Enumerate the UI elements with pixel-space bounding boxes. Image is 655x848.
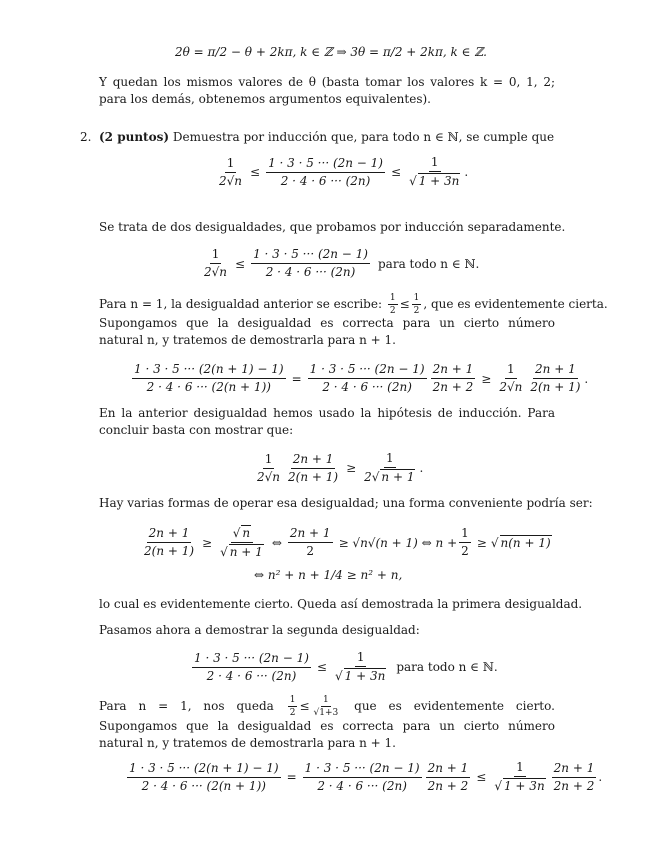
frac-den: 2n + 2: [553, 778, 595, 793]
frac-num: 1: [384, 451, 396, 468]
frac-den: 2: [461, 544, 469, 558]
frac-num: 1 · 3 · 5 ··· (2n − 1): [251, 247, 370, 264]
le-sign: ≤: [476, 770, 487, 784]
frac-den: 2 · 4 · 6 ··· (2(n + 1)): [146, 380, 271, 394]
frac-den: √ 1 + 3n: [409, 174, 460, 188]
sqrt-content: 1 + 3n: [503, 779, 545, 793]
frac-num: √ n: [231, 525, 253, 543]
period: .: [464, 165, 469, 179]
equation-chain-line-2: ⇔ n² + n + 1/4 ≥ n² + n,: [254, 568, 403, 582]
base-case-1-a: Para n = 1, la desigualdad anterior se escribe:: [99, 297, 383, 311]
frac-den: √ n + 1: [220, 545, 263, 559]
le-sign: ≤: [235, 256, 246, 271]
sqrt-content: n + 1: [229, 545, 263, 559]
frac-num: 1: [289, 695, 296, 705]
fraction-sqrt: [218, 525, 266, 560]
fraction-1-over-2sqrtn: [202, 247, 229, 280]
equation-chain: [140, 525, 552, 560]
frac-num: 1: [429, 155, 441, 172]
fraction-ratio: [552, 761, 597, 794]
frac-den: 2√n: [499, 380, 523, 394]
frac-den: 2: [289, 708, 296, 718]
frac-den: 2 · 4 · 6 ··· (2n): [322, 380, 412, 394]
frac-num: 1: [355, 650, 367, 667]
paragraph-values: Y quedan los mismos valores de θ (basta tomar los valores k = 0, 1, 2; para los demás, obtenemos argumentos equivalentes).: [99, 75, 555, 106]
frac-num: 1 · 3 · 5 ··· (2n − 1): [303, 761, 422, 778]
frac-den: 2: [306, 544, 315, 558]
fraction-1-over-2sqrtn1: [362, 451, 417, 485]
frac-den: √ 1 + 3n: [334, 669, 386, 683]
frac-den: 2 · 4 · 6 ··· (2n): [206, 668, 297, 683]
paragraph-base-case-1: [99, 293, 608, 316]
ge-sign: ≥: [481, 371, 492, 386]
fraction-product-next: [132, 362, 286, 395]
fraction-product: [251, 247, 370, 280]
frac-den: 2 · 4 · 6 ··· (2n): [317, 778, 407, 793]
sqrt-content: n: [242, 526, 251, 540]
fraction-ratio: [286, 452, 340, 485]
fraction-ratio: [431, 362, 476, 395]
fraction-product: [303, 761, 422, 794]
frac-num: 1: [505, 362, 517, 379]
frac-num: 1 · 3 · 5 ··· (2(n + 1) − 1): [132, 362, 286, 379]
frac-den: √1+3: [313, 708, 339, 718]
text-para-todo: para todo n ∈ ℕ.: [378, 256, 480, 271]
frac-den: 2: [413, 306, 420, 316]
frac-num: 1 · 3 · 5 ··· (2n − 1): [192, 651, 311, 668]
period: .: [584, 371, 589, 386]
frac-num: 2n + 1: [288, 526, 333, 543]
fraction-1-over-2sqrtn: [255, 452, 282, 485]
ge-sign: ≥: [476, 535, 487, 550]
paragraph-base-case-2: [99, 695, 555, 752]
frac-den: 2 · 4 · 6 ··· (2n): [280, 173, 371, 188]
frac-den: 2√n: [204, 265, 228, 279]
fraction-1-over-2sqrtn: [497, 362, 524, 395]
fraction-half: [459, 526, 471, 559]
frac-num: 1 · 3 · 5 ··· (2n − 1): [308, 362, 427, 379]
frac-den: 2(n + 1): [144, 544, 195, 558]
frac-num: 2n + 1: [291, 452, 336, 469]
frac-num: 2n + 1: [426, 761, 471, 778]
frac-num: 1: [210, 247, 222, 264]
base-case-1-b: , que es evidentemente cierta.: [423, 297, 608, 311]
fraction-ratio: [426, 761, 471, 794]
le-sign: ≤: [391, 165, 402, 179]
problem-points: (2 puntos): [99, 130, 170, 144]
problem-statement: Demuestra por inducción que, para todo n ∈ ℕ, se cumple que: [172, 130, 555, 144]
frac-den: 2√n: [257, 469, 281, 484]
iff-sign: ⇔: [271, 535, 282, 550]
equation-main-inequality: [215, 155, 468, 189]
le-sign: ≤: [316, 660, 327, 674]
frac-num: 2n + 1: [147, 526, 192, 543]
paragraph-hypothesis: En la anterior desigualdad hemos usado la hipótesis de inducción. Para concluir basta con mostrar que:: [99, 406, 555, 437]
period: .: [419, 461, 424, 475]
frac-num: 1: [263, 452, 275, 469]
fraction-product: [308, 362, 427, 395]
equation-second-inequality: [190, 650, 498, 684]
le-sign: ≤: [299, 699, 310, 713]
frac-den: 2√n: [219, 173, 243, 188]
sqrt-content: n + 1: [381, 470, 415, 484]
fraction-1-over-2sqrtn: [217, 156, 244, 189]
frac-num: 1 · 3 · 5 ··· (2n − 1): [266, 156, 385, 173]
frac-num: 2n + 1: [533, 362, 578, 379]
two: 2: [364, 470, 372, 484]
fraction-product-next: [127, 761, 281, 794]
paragraph-ways: Hay varias formas de operar esa desigualdad; una forma conveniente podría ser:: [99, 496, 593, 510]
ge-sign: ≥: [202, 535, 213, 550]
frac-den: 2n + 2: [432, 380, 474, 394]
base-case-2-b: que es evidentemente cierto. Supongamos que la desigualdad es correcta para un cierto número natural n, y tratemos de demostrarla para n + 1.: [99, 699, 555, 750]
fraction-ratio: [142, 526, 196, 559]
eq-sign: =: [286, 770, 297, 784]
le-sign: ≤: [250, 165, 261, 179]
fraction-half: [388, 293, 398, 316]
fraction-ratio: [528, 362, 582, 395]
paragraph-second-intro: Pasamos ahora a demostrar la segunda desigualdad:: [99, 623, 420, 637]
equation-theta: 2θ = π/2 − θ + 2kπ, k ∈ ℤ ⇒ 3θ = π/2 + 2kπ, k ∈ ℤ.: [175, 45, 487, 59]
frac-den: 2(n + 1): [288, 469, 339, 484]
problem-number: 2.: [80, 130, 92, 144]
frac-den: 2: [389, 306, 396, 316]
frac-num: 2n + 1: [552, 761, 597, 778]
equation-first-inequality: [200, 247, 479, 280]
fraction-1-over-sqrt: [492, 760, 547, 794]
frac-num: 1: [459, 526, 471, 543]
fraction-product: [192, 651, 311, 684]
sqrt-content: 1 + 3n: [344, 669, 386, 683]
paragraph-induction-1: Supongamos que la desigualdad es correcta para un cierto número natural n, y tratemos de demostrarla para n + 1.: [99, 316, 555, 347]
frac-num: 2n + 1: [431, 362, 476, 379]
equation-induction-step-1: [130, 362, 588, 395]
fraction-product: [266, 156, 385, 189]
paragraph-conclusion-1: lo cual es evidentemente cierto. Queda así demostrada la primera desigualdad.: [99, 597, 583, 611]
equation-induction-step-2: [125, 760, 602, 794]
fraction-1-over-sqrt: [407, 155, 462, 189]
period: .: [598, 770, 603, 784]
ge-sign: ≥: [346, 461, 357, 475]
frac-num: 1: [514, 760, 526, 777]
chain-rhs: ≥ √n√(n + 1) ⇔ n +: [338, 535, 458, 550]
frac-num: 1: [389, 293, 396, 303]
base-case-2-a: Para n = 1, nos queda: [99, 699, 274, 713]
frac-num: 1: [413, 293, 420, 303]
fraction-half: [288, 695, 298, 718]
le-sign: ≤: [399, 297, 410, 311]
frac-num: 1: [225, 156, 237, 173]
frac-den: 2 · 4 · 6 ··· (2n): [265, 265, 356, 279]
fraction-half: [412, 293, 422, 316]
frac-den: 2(n + 1): [530, 380, 581, 394]
problem-statement-line: [99, 129, 554, 145]
fraction-half-expr: [288, 526, 333, 559]
frac-num: 1: [323, 695, 329, 705]
fraction-base2: [312, 695, 341, 718]
frac-den: 2 · 4 · 6 ··· (2(n + 1)): [141, 778, 266, 793]
eq-sign: =: [291, 371, 302, 386]
sqrt-content: n(n + 1): [500, 536, 551, 550]
fraction-1-over-sqrt: [333, 650, 388, 684]
frac-den: 2n + 2: [427, 778, 469, 793]
sqrt-nn1: √ n(n + 1): [490, 536, 551, 550]
sqrt-content: 1 + 3n: [418, 174, 460, 188]
frac-den: 2√ n + 1: [364, 470, 415, 484]
frac-num: 1 · 3 · 5 ··· (2(n + 1) − 1): [127, 761, 281, 778]
equation-to-show: [253, 451, 423, 485]
text-para-todo: para todo n ∈ ℕ.: [396, 660, 498, 674]
frac-den: √ 1 + 3n: [494, 779, 545, 793]
paragraph-intro: Se trata de dos desigualdades, que probamos por inducción separadamente.: [99, 220, 566, 234]
